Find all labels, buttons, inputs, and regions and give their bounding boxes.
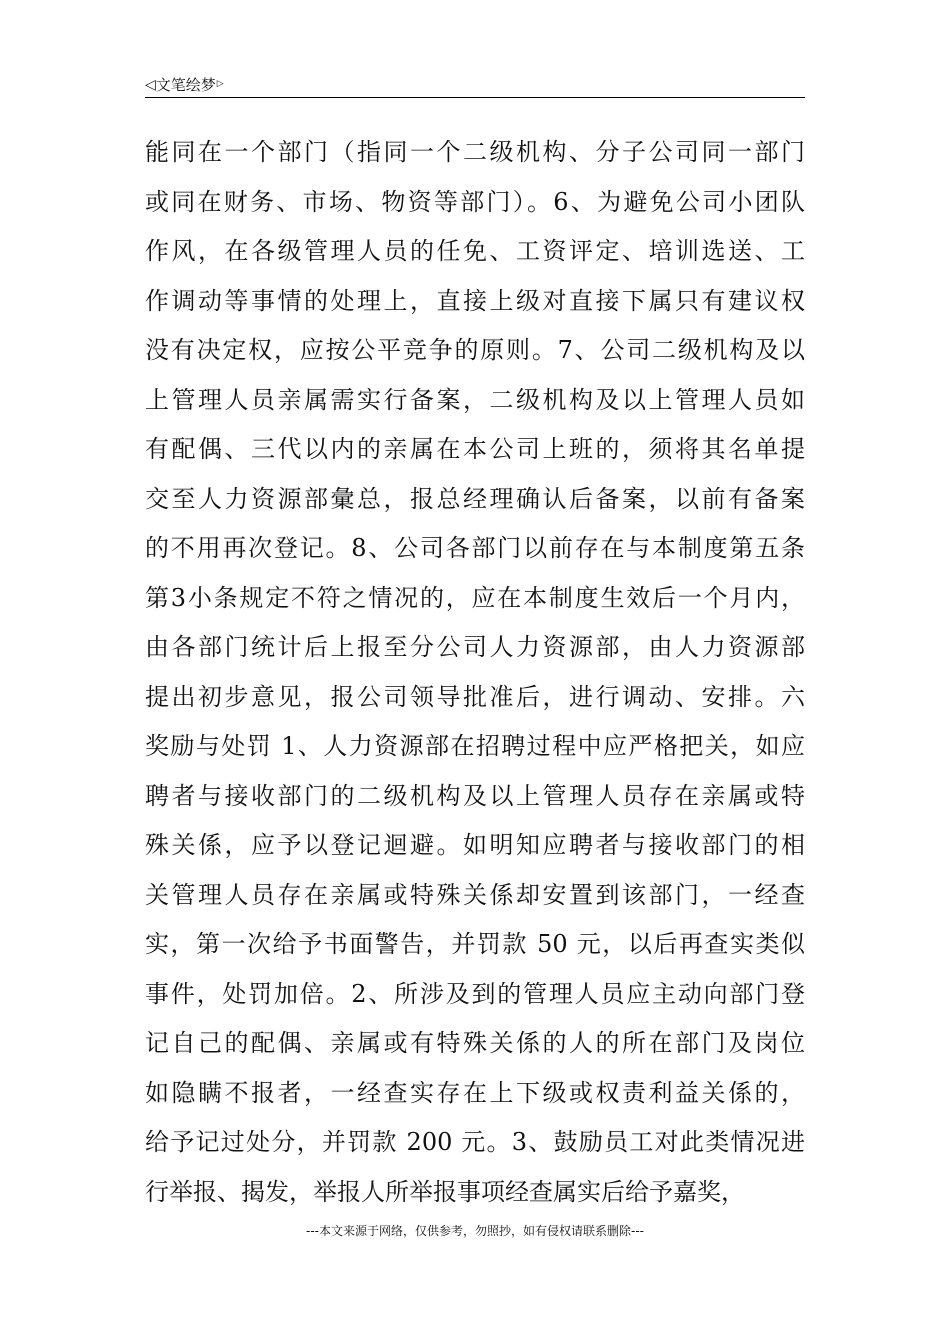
text-line: 作风，在各级管理人员的任免、工资评定、培训选送、工 (145, 237, 805, 265)
header-title: 文笔绘梦 (155, 76, 216, 94)
text-line: 聘者与接收部门的二级机构及以上管理人员存在亲属或特 (145, 781, 805, 810)
text-line: 殊关係，应予以登记迴避。如明知应聘者与接收部门的相 (145, 831, 805, 859)
text-line: 的不用再次登记。8、公司各部门以前存在与本制度第五条 (145, 534, 805, 562)
text-line: 交至人力资源部彙总，报总经理确认后备案，以前有备案 (145, 484, 805, 513)
text-line: 记自己的配偶、亲属或有特殊关係的人的所在部门及岗位 (145, 1029, 805, 1057)
header-divider (145, 97, 805, 98)
page-footer: ---本文来源于网络，仅供参考，勿照抄，如有侵权请联系删除--- (306, 1224, 644, 1238)
text-line: 关管理人员存在亲属或特殊关係却安置到该部门，一经查 (145, 880, 805, 909)
page-header (145, 74, 224, 95)
left-triangle-icon: ◁ (145, 76, 156, 93)
body-text (145, 128, 805, 1217)
text-line: 有配偶、三代以内的亲属在本公司上班的，须将其名单提 (145, 435, 805, 463)
text-line: 第3小条规定不符之情况的，应在本制度生效后一个月内， (145, 583, 805, 612)
text-line: 或同在财务、市场、物资等部门）。6、为避免公司小团队 (145, 187, 805, 216)
text-line: 行举报、揭发，举报人所举报事项经查属实后给予嘉奖， (145, 1177, 745, 1206)
text-line: 作调动等事情的处理上，直接上级对直接下属只有建议权 (145, 286, 805, 315)
text-line: 事件，处罚加倍。2、所涉及到的管理人员应主动向部门登 (145, 979, 805, 1008)
text-line: 没有决定权，应按公平竞争的原则。7、公司二级机构及以 (145, 336, 805, 364)
right-triangle-icon: ▷ (216, 79, 224, 89)
text-line: 如隐瞒不报者，一经查实存在上下级或权责利益关係的， (145, 1078, 805, 1107)
text-line: 能同在一个部门（指同一个二级机构、分子公司同一部门 (145, 138, 805, 166)
text-line: 提出初步意见，报公司领导批准后，进行调动、安排。六 (145, 682, 805, 711)
text-line: 实，第一次给予书面警告，并罚款 50 元，以后再查实类似 (145, 930, 805, 958)
text-line: 给予记过处分，并罚款 200 元。3、鼓励员工对此类情况进 (145, 1128, 805, 1156)
text-line: 奖励与处罚 1、人力资源部在招聘过程中应严格把关，如应 (145, 732, 805, 760)
text-line: 上管理人员亲属需实行备案，二级机构及以上管理人员如 (145, 385, 805, 414)
text-line: 由各部门统计后上报至分公司人力资源部，由人力资源部 (145, 633, 805, 661)
